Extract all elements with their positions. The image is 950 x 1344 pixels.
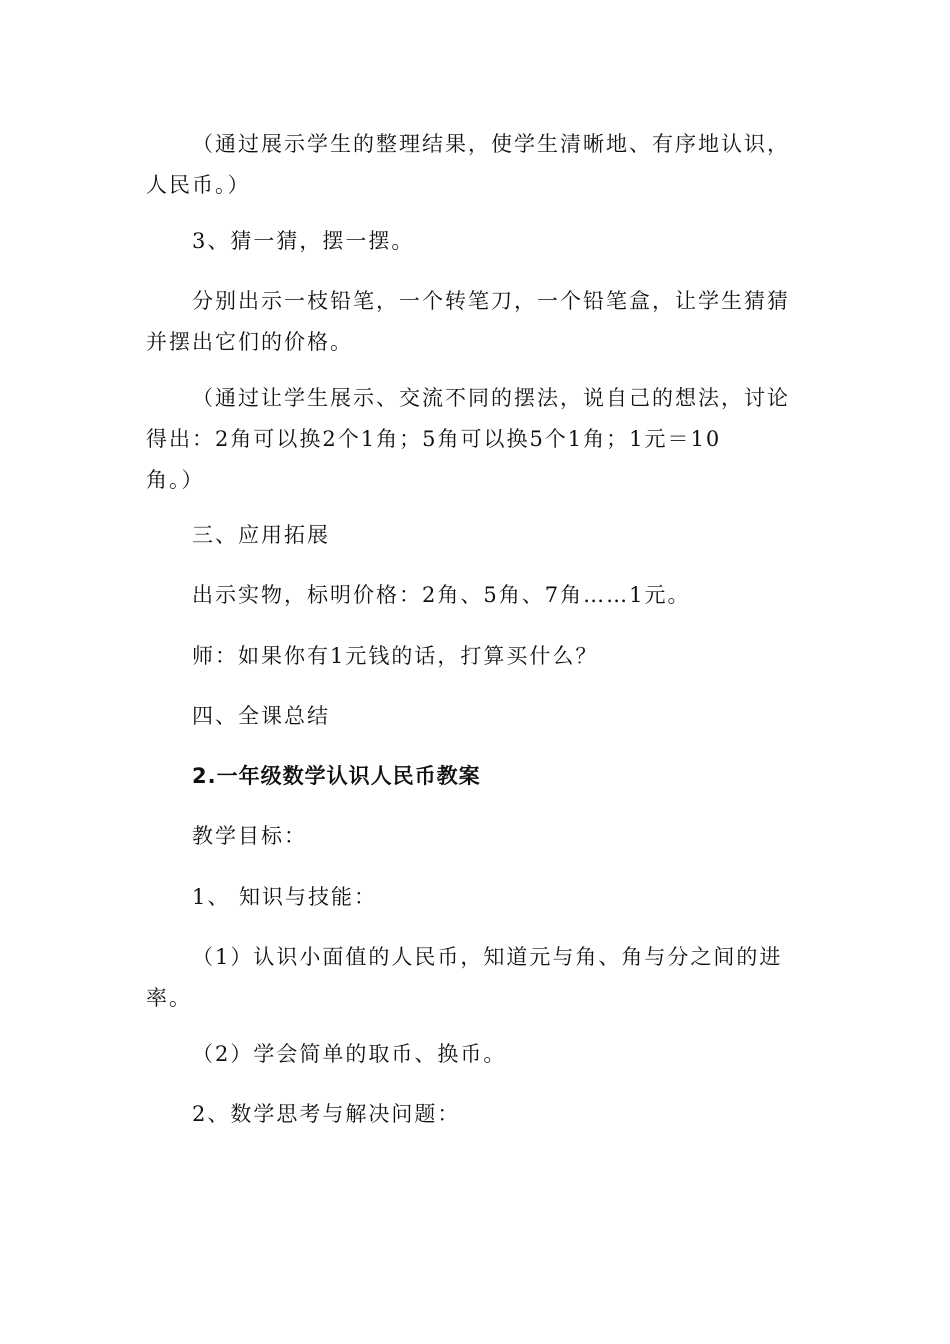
paragraph-goal-1: [146, 937, 806, 1019]
document-title: [146, 756, 806, 797]
text-line: （2）学会简单的取币、换币。: [192, 1042, 507, 1066]
text-line: 1、 知识与技能：: [192, 885, 378, 909]
text-line: （1）认识小面值的人民币，知道元与角、角与分之间的进: [192, 945, 783, 969]
section-heading-summary: [146, 696, 806, 737]
paragraph-display-note: [146, 124, 806, 206]
paragraph-goal-2: [146, 1034, 806, 1075]
paragraph-show-items: [146, 281, 806, 363]
paragraph-knowledge-skills: [146, 877, 806, 918]
section-heading-application: [146, 515, 806, 556]
text-line: 教学目标：: [192, 824, 307, 848]
text-line: 并摆出它们的价格。: [146, 330, 353, 354]
paragraph-teaching-goals: [146, 816, 806, 857]
text-line: 得出：2角可以换2个1角；5角可以换5个1角；1元＝10: [146, 427, 722, 451]
text-line: 四、全课总结: [192, 704, 330, 728]
text-line: （通过展示学生的整理结果，使学生清晰地、有序地认识，: [192, 132, 790, 156]
text-line: 率。: [146, 986, 192, 1010]
paragraph-teacher-question: [146, 636, 806, 677]
text-line: 2、数学思考与解决问题：: [192, 1102, 461, 1126]
text-line: 分别出示一枝铅笔，一个转笔刀，一个铅笔盒，让学生猜猜: [192, 289, 790, 313]
paragraph-guess-heading: [146, 221, 806, 262]
paragraph-math-thinking: [146, 1094, 806, 1135]
paragraph-discussion: [146, 378, 806, 501]
text-line: 出示实物，标明价格：2角、5角、7角……1元。: [192, 583, 691, 607]
text-line: （通过让学生展示、交流不同的摆法，说自己的想法，讨论: [192, 386, 790, 410]
text-line: 角。）: [146, 468, 205, 492]
text-line: 人民币。）: [146, 173, 251, 197]
text-line: 2.一年级数学认识人民币教案: [192, 764, 481, 788]
text-line: 3、猜一猜，摆一摆。: [192, 229, 415, 253]
text-line: 师：如果你有1元钱的话，打算买什么？: [192, 644, 599, 668]
text-line: 三、应用拓展: [192, 523, 330, 547]
paragraph-show-prices: [146, 575, 806, 616]
